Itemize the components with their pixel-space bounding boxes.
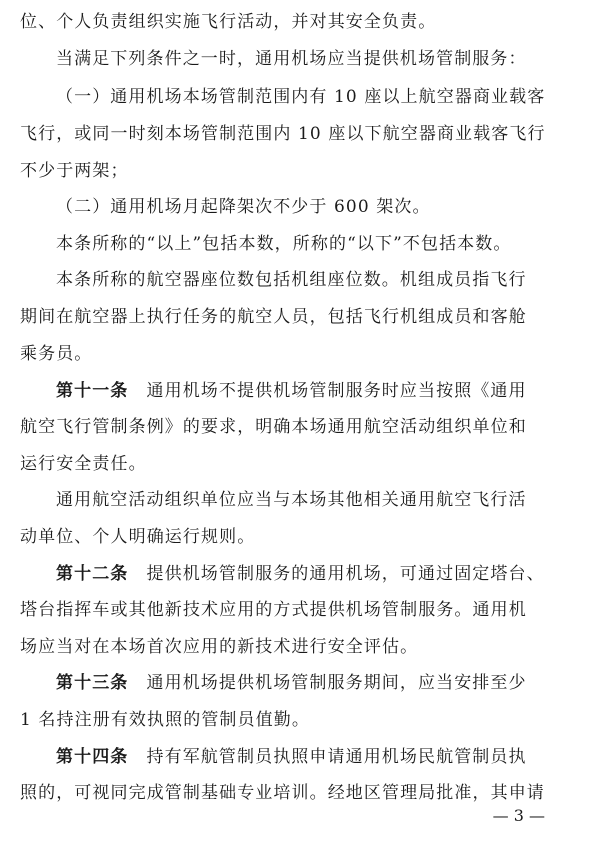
article-heading: 第十四条 <box>56 747 129 767</box>
text-line: 运行安全责任。 <box>20 454 147 474</box>
text-line: 位、个人负责组织实施飞行活动，并对其安全负责。 <box>20 12 437 32</box>
text-line: 场应当对在本场首次应用的新技术进行安全评估。 <box>20 637 419 657</box>
text-line: 期间在航空器上执行任务的航空人员，包括飞行机组成员和客舱 <box>20 307 527 327</box>
text-line: 不少于两架； <box>20 161 129 181</box>
article-heading: 第十一条 <box>56 381 129 401</box>
text-line: 照的，可视同完成管制基础专业培训。经地区管理局批准，其申请 <box>20 783 545 803</box>
article-text: 通用机场不提供机场管制服务时应当按照《通用 <box>128 381 527 401</box>
article-13-line <box>56 673 587 693</box>
article-11-line <box>56 381 587 401</box>
text-line: 通用航空活动组织单位应当与本场其他相关通用航空飞行活 <box>56 490 527 510</box>
article-text: 提供机场管制服务的通用机场，可通过固定塔台、 <box>128 564 545 584</box>
text-line: 塔台指挥车或其他新技术应用的方式提供机场管制服务。通用机 <box>20 600 527 620</box>
text-line: 动单位、个人明确运行规则。 <box>20 527 256 547</box>
text-line: 1 名持注册有效执照的管制员值勤。 <box>20 710 310 730</box>
text-line: 当满足下列条件之一时，通用机场应当提供机场管制服务： <box>56 49 527 69</box>
text-line: 航空飞行管制条例》的要求，明确本场通用航空活动组织单位和 <box>20 417 527 437</box>
text-line: 飞行，或同一时刻本场管制范围内 10 座以下航空器商业载客飞行 <box>20 124 546 144</box>
text-line: 乘务员。 <box>20 344 93 364</box>
text-line: （一）通用机场本场管制范围内有 10 座以上航空器商业载客 <box>56 87 546 107</box>
text-line: 本条所称的航空器座位数包括机组座位数。机组成员指飞行 <box>56 270 527 290</box>
article-text: 持有军航管制员执照申请通用机场民航管制员执 <box>128 747 527 767</box>
page-number: — 3 — <box>492 806 545 825</box>
article-heading: 第十二条 <box>56 564 129 584</box>
text-line: （二）通用机场月起降架次不少于 600 架次。 <box>56 197 431 217</box>
article-12-line <box>56 564 587 584</box>
article-14-line <box>56 747 587 767</box>
article-text: 通用机场提供机场管制服务期间，应当安排至少 <box>128 673 527 693</box>
article-heading: 第十三条 <box>56 673 129 693</box>
text-line: 本条所称的“以上”包括本数，所称的“以下”不包括本数。 <box>56 234 512 254</box>
